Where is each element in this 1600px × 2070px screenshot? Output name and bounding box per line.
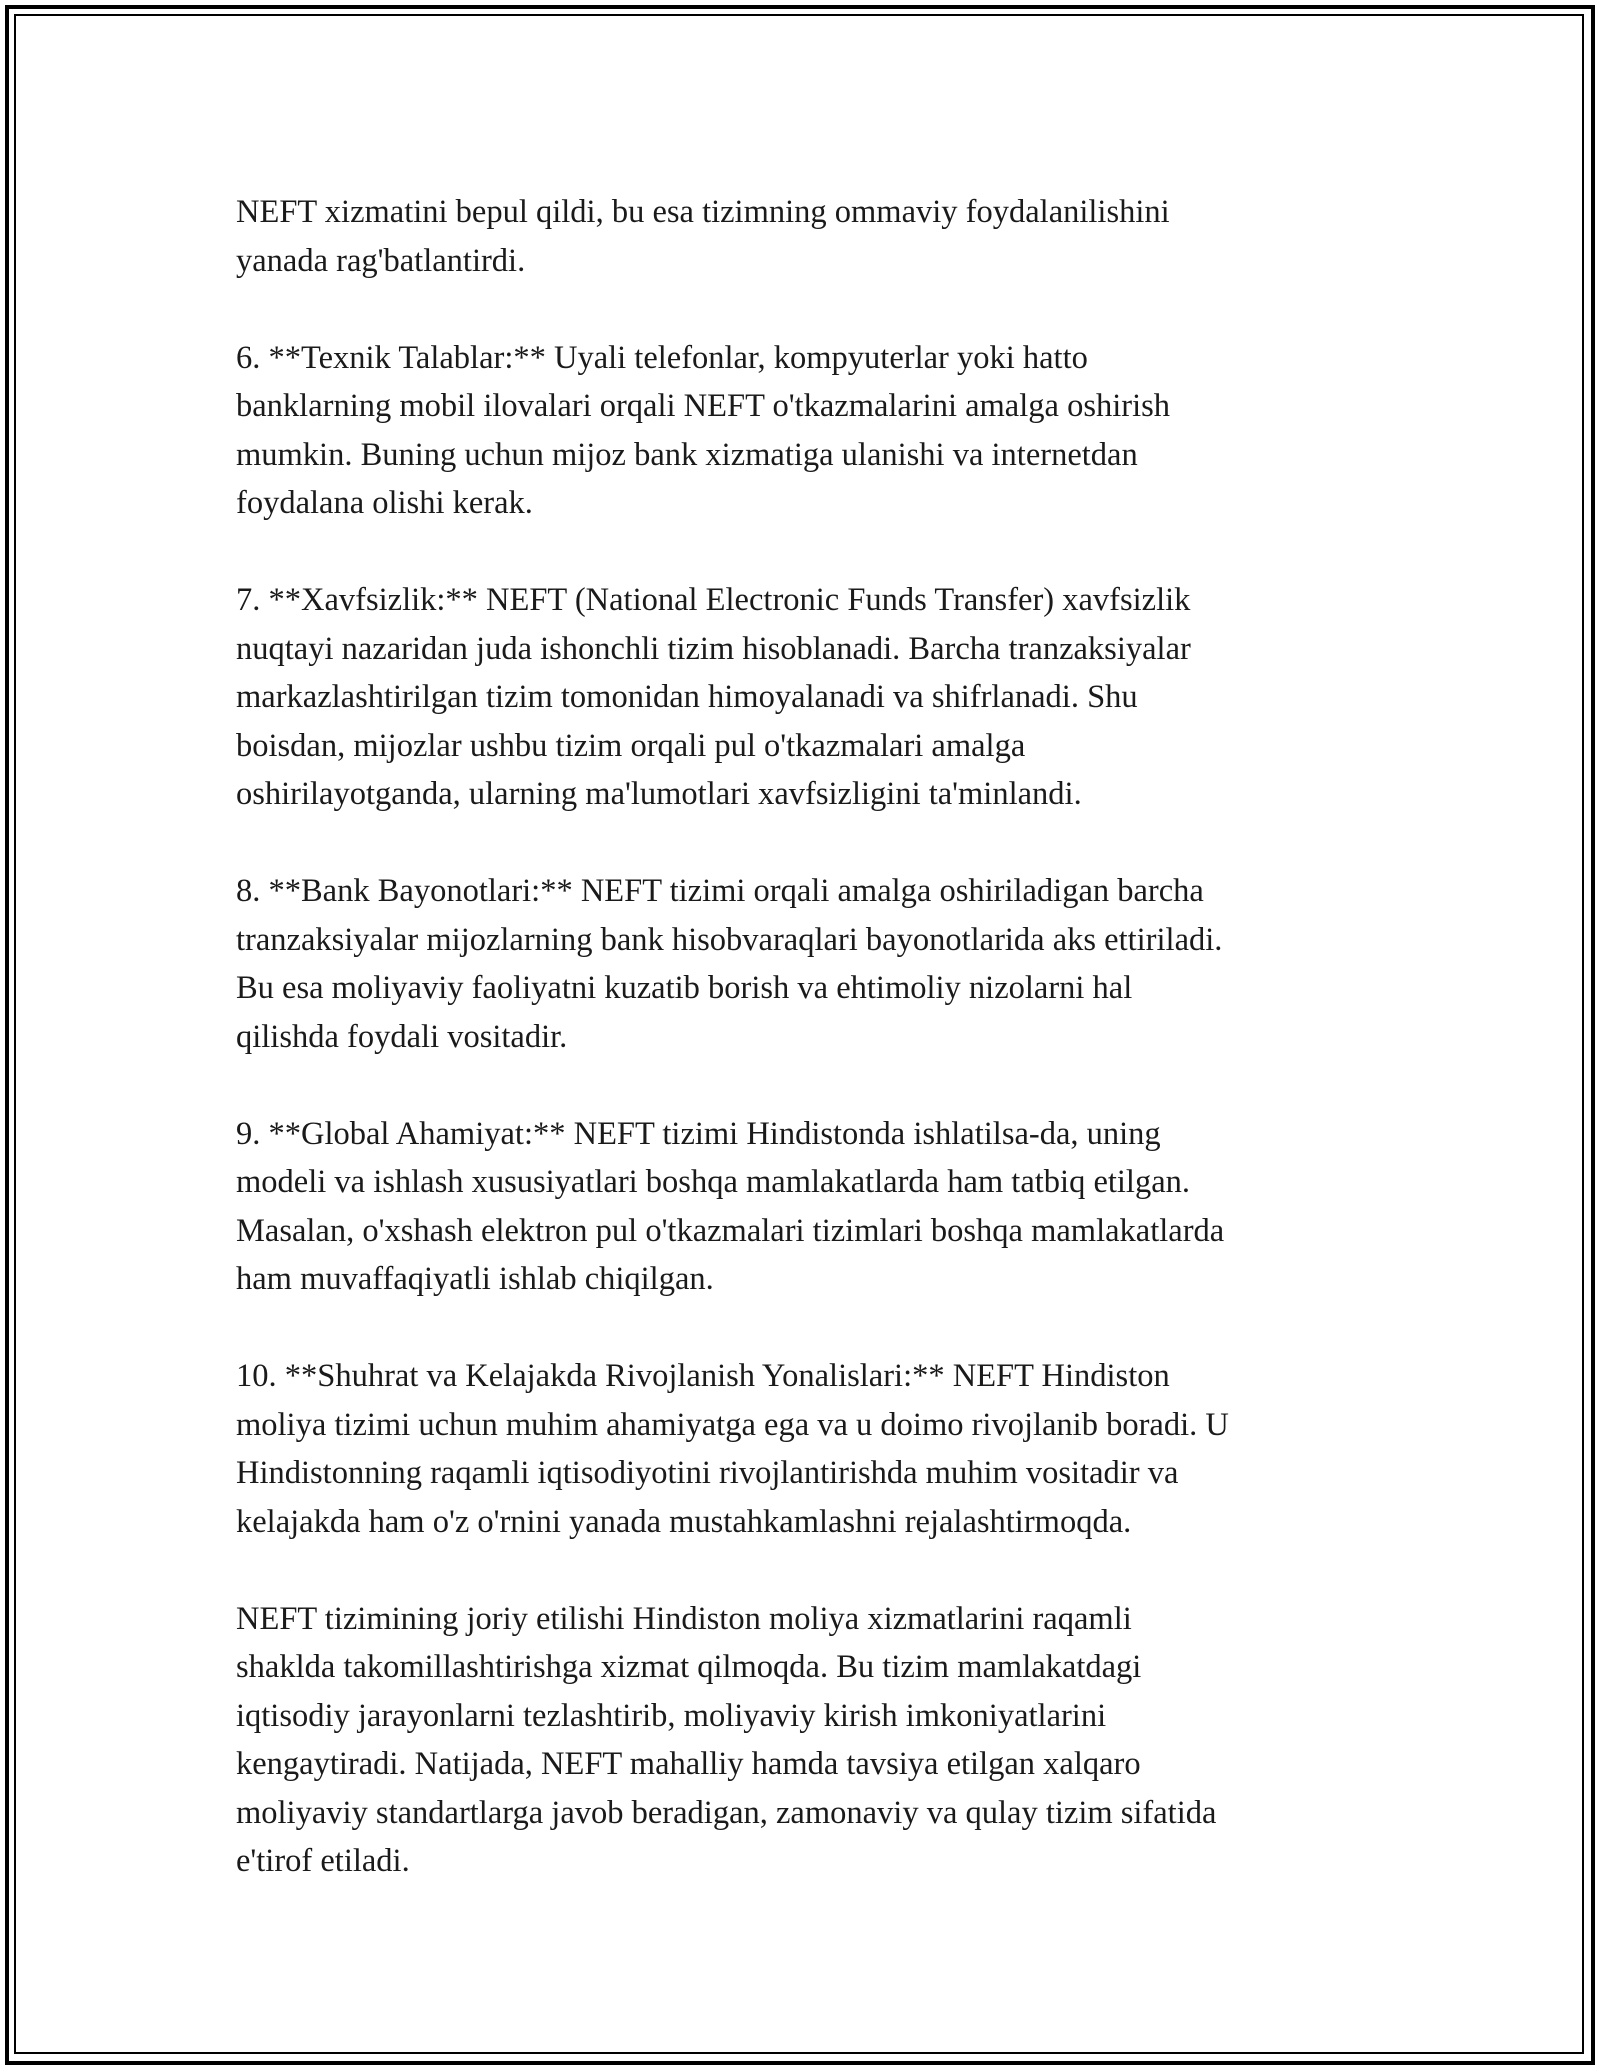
text-line: ham muvaffaqiyatli ishlab chiqilgan. [236, 1261, 714, 1297]
text-line: iqtisodiy jarayonlarni tezlashtirib, moliyaviy kirish imkoniyatlarini [236, 1697, 1107, 1734]
text-line: nuqtayi nazaridan juda ishonchli tizim hisoblanadi. Barcha tranzaksiyalar [236, 630, 1191, 667]
text-line: NEFT tizimining joriy etilishi Hindiston moliya xizmatlarini raqamli [236, 1600, 1132, 1637]
paragraph [236, 1110, 1366, 1304]
text-line: tranzaksiyalar mijozlarning bank hisobvaraqlari bayonotlarida aks ettiriladi. [236, 921, 1223, 958]
text-line: modeli va ishlash xususiyatlari boshqa mamlakatlarda ham tatbiq etilgan. [236, 1164, 1191, 1200]
text-line: Hindistonning raqamli iqtisodiyotini rivojlantirishda muhim vositadir va [236, 1455, 1179, 1491]
text-line: qilishda foydali vositadir. [236, 1018, 568, 1055]
text-line: yanada rag'batlantirdi. [236, 242, 526, 279]
paragraph [236, 1595, 1366, 1886]
paragraph [236, 867, 1366, 1061]
paragraph [236, 1352, 1366, 1546]
paragraph [236, 188, 1366, 285]
text-line: kengaytiradi. Natijada, NEFT mahalliy hamda tavsiya etilgan xalqaro [236, 1746, 1141, 1782]
text-line: markazlashtirilgan tizim tomonidan himoyalanadi va shifrlanadi. Shu [236, 679, 1138, 715]
text-line: 6. **Texnik Talablar:** Uyali telefonlar, kompyuterlar yoki hatto [236, 339, 1088, 376]
text-line: moliyaviy standartlarga javob beradigan, zamonaviy va qulay tizim sifatida [236, 1794, 1217, 1831]
text-line: oshirilayotganda, ularning ma'lumotlari xavfsizligini ta'minlandi. [236, 776, 1082, 812]
text-line: 9. **Global Ahamiyat:** NEFT tizimi Hindistonda ishlatilsa-da, uning [236, 1115, 1161, 1152]
text-line: foydalana olishi kerak. [236, 485, 533, 521]
text-line: shaklda takomillashtirishga xizmat qilmoqda. Bu tizim mamlakatdagi [236, 1649, 1142, 1685]
text-line: Bu esa moliyaviy faoliyatni kuzatib borish va ehtimoliy nizolarni hal [236, 970, 1133, 1006]
text-line: 10. **Shuhrat va Kelajakda Rivojlanish Yonalislari:** NEFT Hindiston [236, 1358, 1170, 1394]
text-line: e'tirof etiladi. [236, 1843, 410, 1879]
text-line: Masalan, o'xshash elektron pul o'tkazmalari tizimlari boshqa mamlakatlarda [236, 1212, 1225, 1249]
text-line: moliya tizimi uchun muhim ahamiyatga ega va u doimo rivojlanib boradi. U [236, 1406, 1229, 1443]
text-line: 8. **Bank Bayonotlari:** NEFT tizimi orqali amalga oshiriladigan barcha [236, 873, 1204, 909]
text-line: banklarning mobil ilovalari orqali NEFT o'tkazmalarini amalga oshirish [236, 388, 1170, 424]
text-line: kelajakda ham o'z o'rnini yanada mustahkamlashni rejalashtirmoqda. [236, 1503, 1132, 1540]
text-line: NEFT xizmatini bepul qildi, bu esa tizimning ommaviy foydalanilishini [236, 194, 1170, 230]
text-line: mumkin. Buning uchun mijoz bank xizmatiga ulanishi va internetdan [236, 436, 1138, 473]
document-body [236, 188, 1366, 1886]
text-line: 7. **Xavfsizlik:** NEFT (National Electronic Funds Transfer) xavfsizlik [236, 582, 1191, 618]
paragraph [236, 334, 1366, 528]
text-line: boisdan, mijozlar ushbu tizim orqali pul o'tkazmalari amalga [236, 727, 1026, 764]
paragraph [236, 576, 1366, 819]
